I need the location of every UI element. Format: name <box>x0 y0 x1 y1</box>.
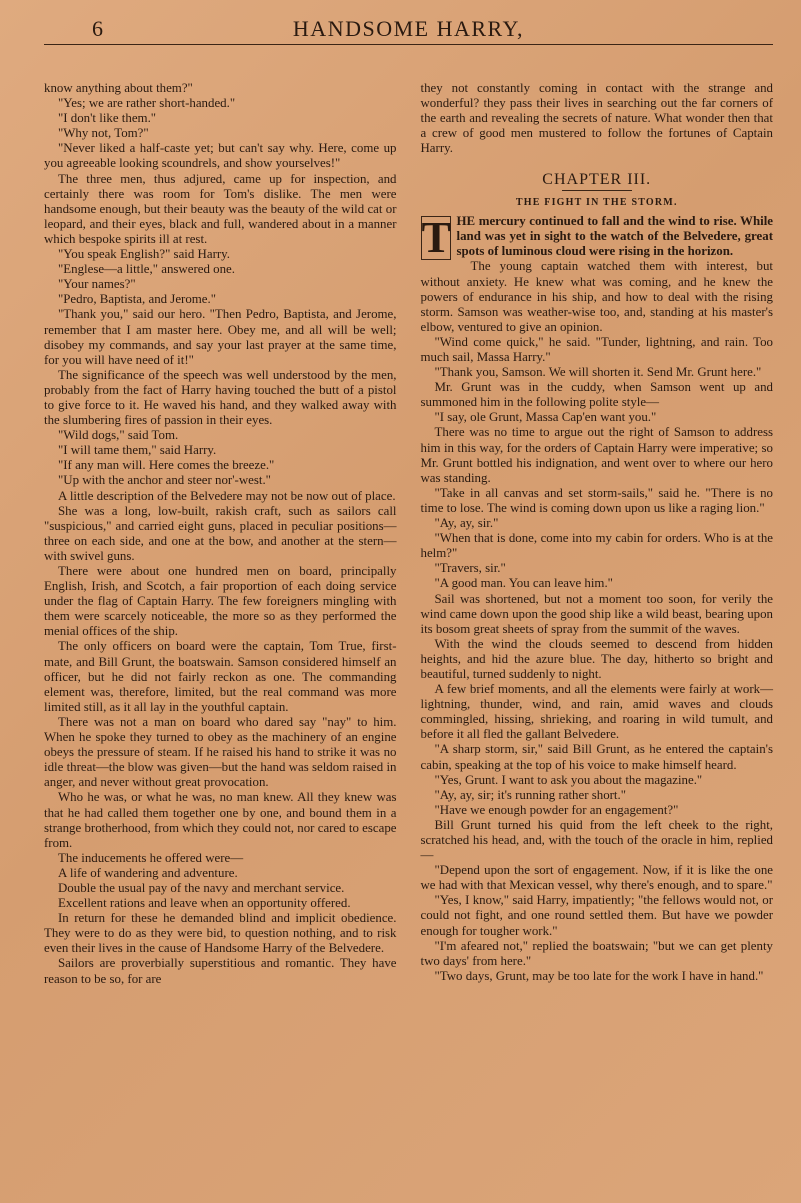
left-column <box>44 81 397 987</box>
paragraph: "Why not, Tom?" <box>58 126 149 141</box>
paragraph: Mr. Grunt was in the cuddy, when Samson went up and summoned him in the following polite style— <box>420 380 773 410</box>
paragraph: "Englese—a little," answered one. <box>58 262 235 277</box>
paragraph: "If any man will. Here comes the breeze." <box>58 458 275 473</box>
paragraph: "Yes, Grunt. I want to ask you about the magazine." <box>434 772 703 787</box>
paragraph: "I'm afeared not," replied the boatswain; "but we can get plenty two days' from here." <box>420 938 773 968</box>
paragraph: "Ay, ay, sir." <box>434 516 499 531</box>
paragraph: There were about one hundred men on board, principally English, Irish, and Scotch, a fair proportion of each doing service under the flag of Captain Harry. The few foreigners mingling with them were scarcely noticeable, the more so as they performed the menial offices of the ship. <box>44 564 397 639</box>
paragraph: "Yes, I know," said Harry, impatiently; "the fellows would not, or could not fight, and one round settled them. But have we powder enough for tougher work." <box>420 893 773 938</box>
paragraph: "Take in all canvas and set storm-sails," said he. "There is no time to lose. The wind is coming down upon us like a raging lion." <box>420 485 773 515</box>
paragraph: "Yes; we are rather short-handed." <box>58 96 236 111</box>
paragraph: "Ay, ay, sir; it's running rather short." <box>434 787 627 802</box>
paragraph: "Travers, sir." <box>434 561 506 576</box>
right-intro-paragraph: they not constantly coming in contact with the strange and wonderful? they pass their lives in searching out the far corners of the earth and revealing the secrets of nature. What wonder then that a crew of good men mustered to follow the fortunes of Captain Harry. <box>420 81 773 156</box>
right-column-body <box>421 259 774 984</box>
paragraph: She was a long, low-built, rakish craft, such as sailors call "suspicious," and carried eight guns, placed in peculiar positions—three on each side, and one at the bow, and another at the stern—with swivel guns. <box>44 503 397 563</box>
drop-cap: T <box>421 213 451 263</box>
paragraph: Double the usual pay of the navy and merchant service. <box>58 880 345 895</box>
paragraph: Excellent rations and leave when an opportunity offered. <box>58 896 351 911</box>
text-columns <box>44 81 773 987</box>
paragraph: The significance of the speech was well understood by the men, probably from the fact of Harry having touched the butt of a pistol to give force to it. He waved his hand, and they walked away with the slumbering fires of passion in their eyes. <box>44 367 397 428</box>
paragraph: The three men, thus adjured, came up for inspection, and certainly there was room for Tom's dislike. The men were handsome enough, but their beauty was the beauty of the wild cat or leopard, and their eyes, black and full, wandered about in a manner which bespoke spirits ill at rest. <box>44 171 397 246</box>
paragraph: know anything about them?" <box>44 81 193 95</box>
paragraph: Bill Grunt turned his quid from the left cheek to the right, scratched his head, and, with the touch of the oracle in him, replied— <box>420 817 773 863</box>
paragraph: Sail was shortened, but not a moment too soon, for verily the wind came down upon the good ship like a wild beast, bearing upon its bosom great sheets of spray from the summit of the waves. <box>420 591 773 636</box>
chapter-subtitle: THE FIGHT IN THE STORM. <box>515 197 678 209</box>
running-title: HANDSOME HARRY, <box>292 16 525 41</box>
paragraph: "Your names?" <box>58 277 136 292</box>
chapter-first-paragraph <box>421 213 774 263</box>
paragraph: "A sharp storm, sir," said Bill Grunt, as he entered the captain's cabin, speaking at the top of his voice to make himself heard. <box>420 742 773 772</box>
paragraph: A life of wandering and adventure. <box>58 865 238 880</box>
paragraph: "I say, ole Grunt, Massa Cap'en want you." <box>434 410 657 425</box>
paragraph: "I will tame them," said Harry. <box>58 443 217 458</box>
chapter-first-text: HE mercury continued to fall and the wind to rise. While land was yet in sight to the watch of the Belvedere, great spots of luminous cloud were rising in the horizon. <box>456 214 773 259</box>
paragraph: A few brief moments, and all the elements were fairly at work—lightning, thunder, wind, and rain, amid waves and clouds commingled, hissing, shrieking, and roaring in wild tumult, and before it all fled the gallant Belvedere. <box>420 682 773 742</box>
paragraph: In return for these he demanded blind and implicit obedience. They were to do as they were bid, to question nothing, and to risk even their lives in the cause of Handsome Harry of the Belvedere. <box>44 911 397 956</box>
paragraph: The inducements he offered were— <box>58 850 244 865</box>
paragraph: "Thank you," said our hero. "Then Pedro, Baptista, and Jerome, remember that I am master here. Obey me, and all will be well; disobey my commands, and say your last prayer at the same time, for you will have need of it!" <box>44 307 397 367</box>
paragraph: "Depend upon the sort of engagement. Now, if it is like the one we had with that Mexican vessel, why there's enough, and to spare." <box>420 863 773 893</box>
paragraph: "Wild dogs," said Tom. <box>58 428 179 443</box>
paragraph: Who he was, or what he was, no man knew. All they knew was that he had called them together one by one, and bound them in a strange brotherhood, from which they could not, nor cared to escape from. <box>44 790 397 850</box>
page-number: 6 <box>92 16 103 41</box>
paragraph: The young captain watched them with interest, but without anxiety. He knew what was coming, and he knew the powers of endurance in his ship, and how to deal with the rising storm. Samson was weather-wise too, and, standing at his master's elbow, ventured to give an opinion. <box>420 259 773 334</box>
paragraph: A little description of the Belvedere may not be now out of place. <box>58 488 396 503</box>
paragraph: "Thank you, Samson. We will shorten it. Send Mr. Grunt here." <box>434 365 762 380</box>
paragraph: There was not a man on board who dared say "nay" to him. When he spoke they turned to obey as the machinery of an engine obeys the pressure of steam. If he raised his hand to strike it was no idle threat—the blow was given—but the hand was seldom raised in anger, and never without great provocation. <box>44 714 397 790</box>
paragraph: "A good man. You can leave him." <box>434 576 613 591</box>
paragraph: With the wind the clouds seemed to descend from hidden heights, and hid the azure blue. The day, hitherto so bright and beautiful, turned suddenly to night. <box>420 636 773 681</box>
paragraph: "Never liked a half-caste yet; but can't say why. Here, come up you agreeable looking scoundrels, and show yourselves!" <box>44 141 397 171</box>
paragraph: "Wind come quick," he said. "Tunder, lightning, and rain. Too much sail, Massa Harry." <box>420 334 773 364</box>
chapter-heading-block <box>421 172 774 210</box>
paragraph: The only officers on board were the captain, Tom True, first-mate, and Bill Grunt, the boatswain. Samson considered himself an officer, but he did not fairly reckon as one. The commanding element was, therefore, limited, but the real command was more limited still, as it all lay in the youthful captain. <box>44 639 397 714</box>
paragraph: "Have we enough powder for an engagement?" <box>434 802 679 817</box>
chapter-heading: CHAPTER III. <box>542 171 652 189</box>
page-header <box>44 10 773 45</box>
chapter-rule <box>562 190 632 192</box>
paragraph: "You speak English?" said Harry. <box>58 247 230 262</box>
paragraph: There was no time to argue out the right of Samson to address him in this way, for the orders of Captain Harry were imperative; so Mr. Grunt bottled his indignation, and went over to where our hero was standing. <box>420 425 773 485</box>
paragraph: "Up with the anchor and steer nor'-west." <box>58 473 271 488</box>
paragraph: Sailors are proverbially superstitious and romantic. They have reason to be so, for are <box>44 956 397 986</box>
paragraph: "Pedro, Baptista, and Jerome." <box>58 292 217 307</box>
paragraph: "When that is done, come into my cabin for orders. Who is at the helm?" <box>420 531 773 561</box>
paragraph: "I don't like them." <box>58 111 157 126</box>
paragraph: "Two days, Grunt, may be too late for the work I have in hand." <box>434 968 764 983</box>
right-column <box>421 81 774 987</box>
